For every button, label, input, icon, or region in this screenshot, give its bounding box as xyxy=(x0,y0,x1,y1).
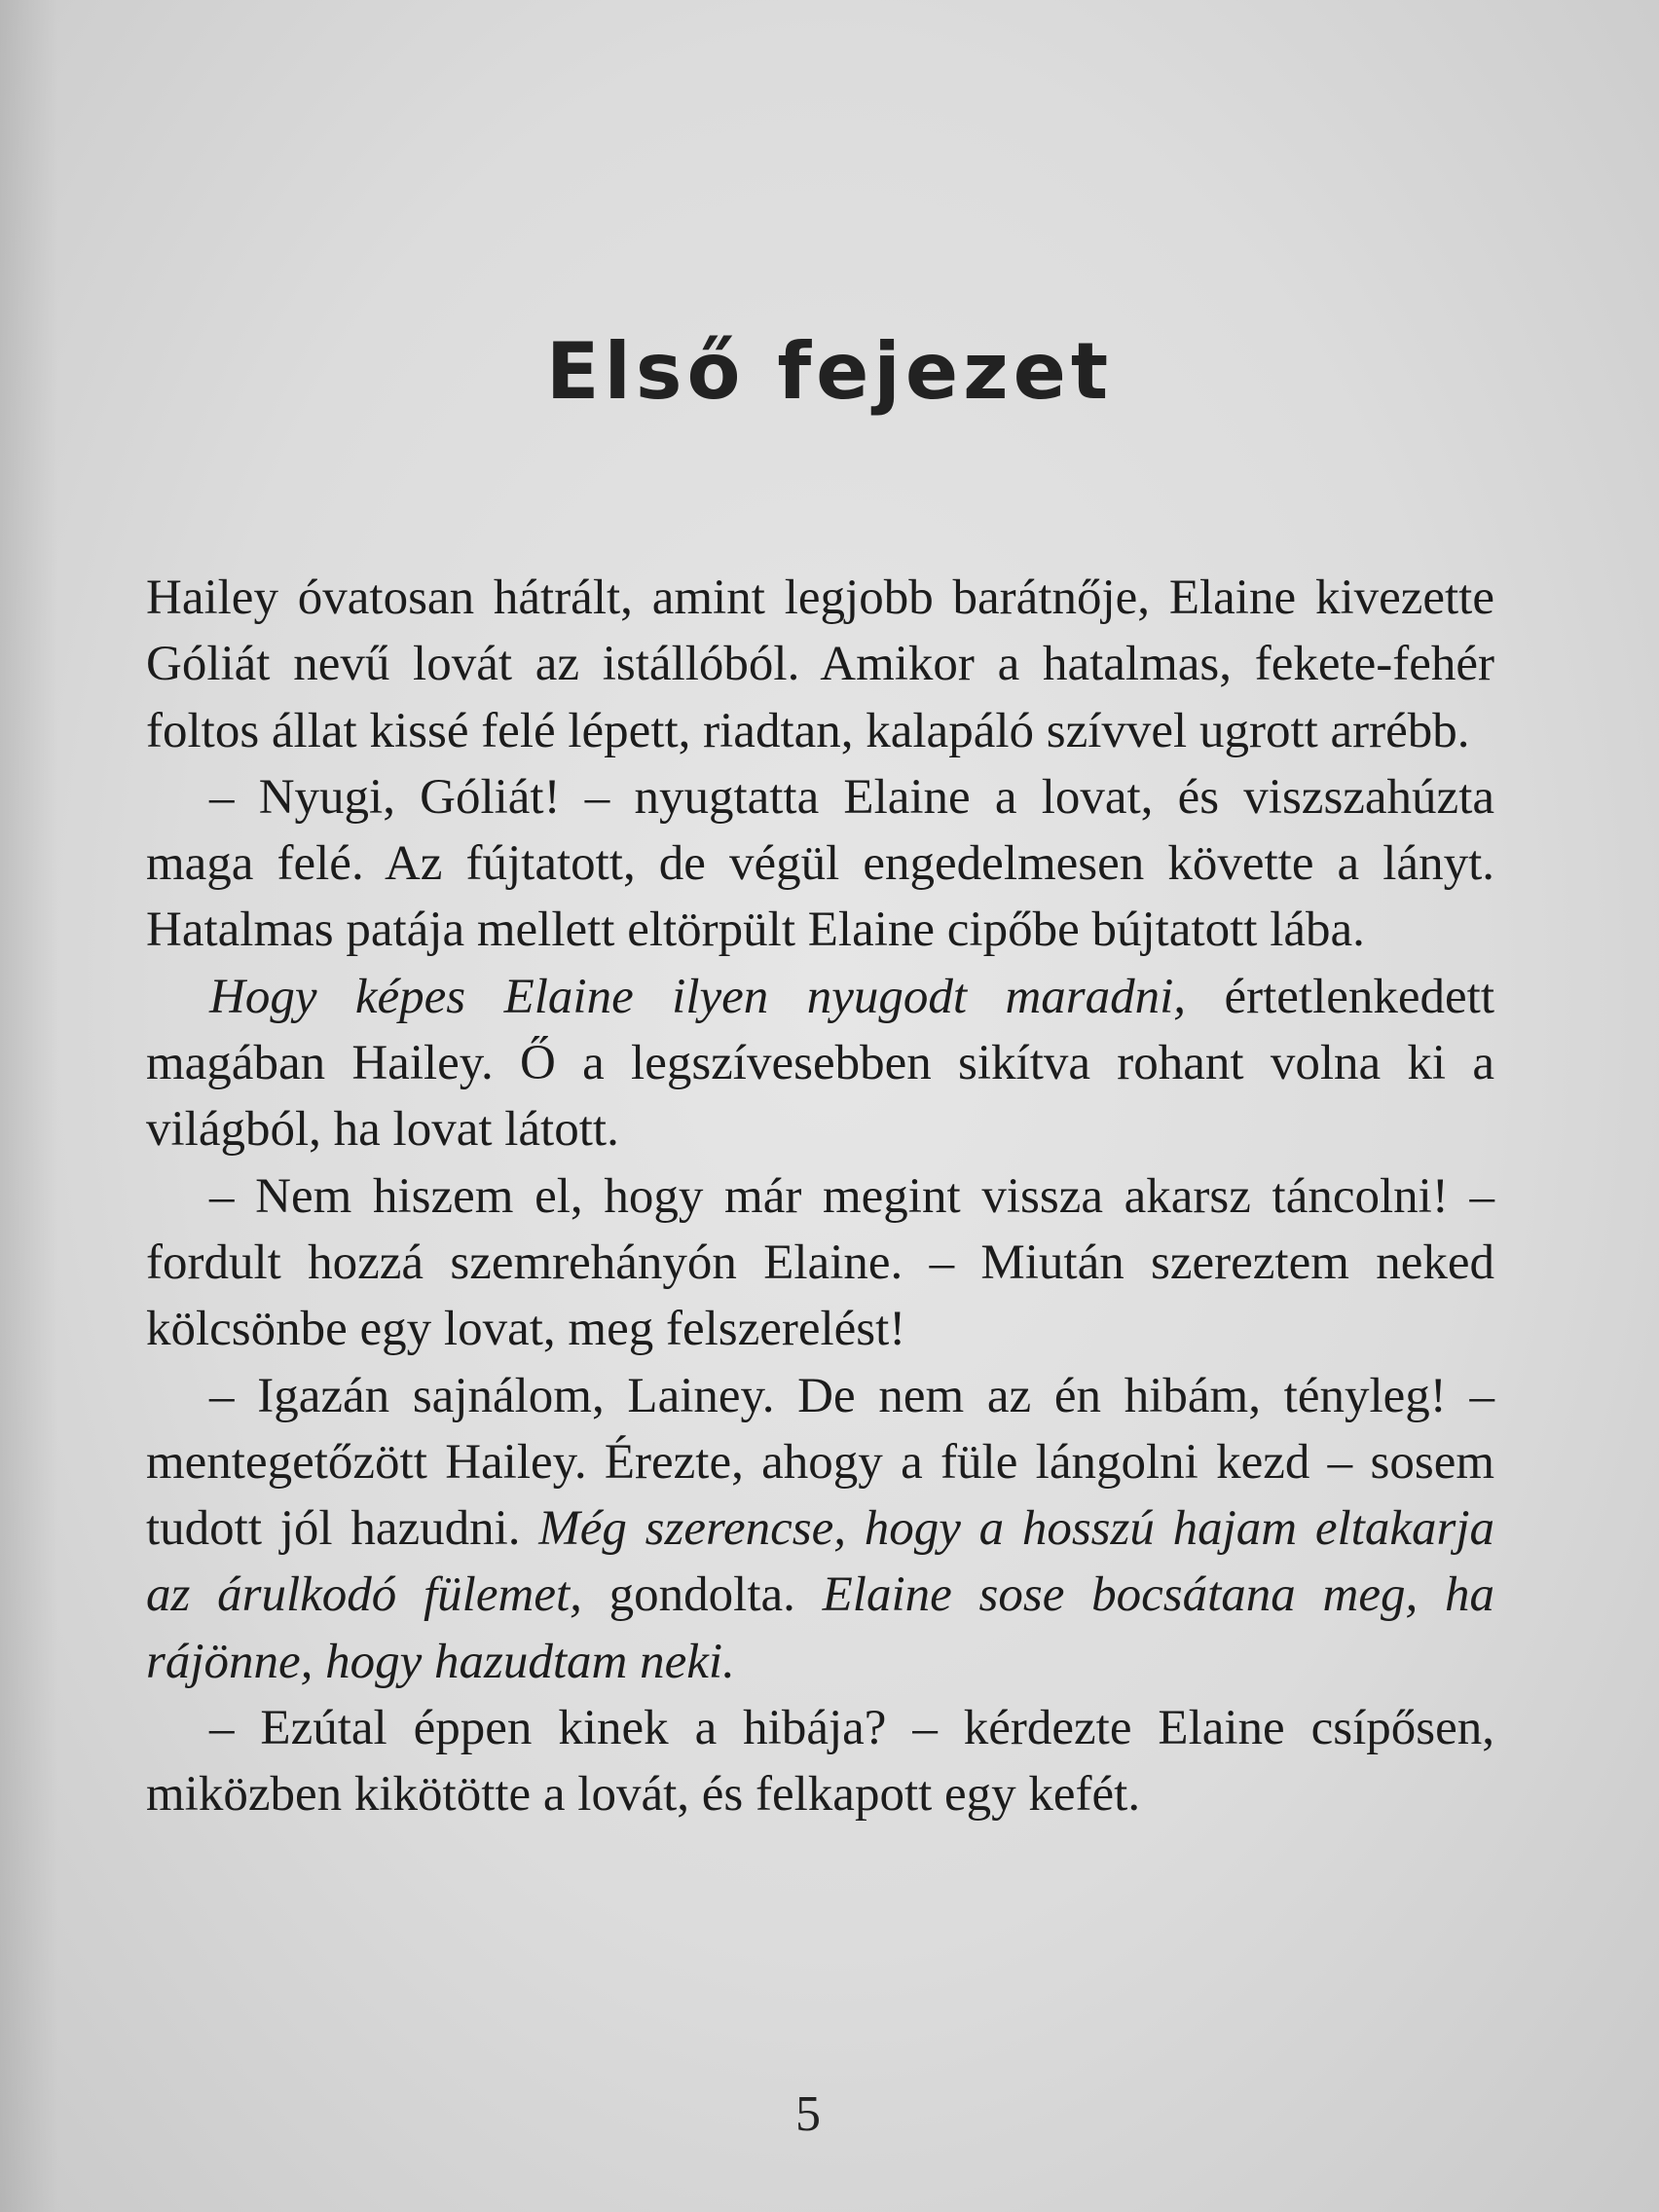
text-run: – Igazán sajnálom, Lainey. De nem az én hibám, tényleg! – mentegetőzött Hailey. Érezte, ahogy a füle lángolni kezd – sosem tudott jól hazudni. xyxy=(146,1368,1494,1557)
paragraph xyxy=(146,964,1494,1163)
page-number: 5 xyxy=(795,2086,821,2142)
paragraph xyxy=(146,1163,1494,1363)
text-run: Hailey óvatosan hátrált, amint legjobb barátnője, Elaine kivezette Góliát nevű lovát az istállóból. Amikor a hatalmas, fekete-fehér foltos állat kissé felé lépett, riadtan, kalapáló szívvel ugrott arrébb. xyxy=(146,571,1494,758)
paragraph xyxy=(146,565,1494,764)
text-run: – Nyugi, Góliát! – nyugtatta Elaine a lovat, és viszszahúzta maga felé. Az fújtatott, de végül engedelmesen követte a lányt. Hatalmas patája mellett eltörpült Elaine cipőbe bújtatott lába. xyxy=(146,769,1494,958)
paragraph xyxy=(146,1695,1494,1828)
italic-text: Hogy képes Elaine ilyen nyugodt maradni, xyxy=(209,969,1187,1024)
text-run: – Ezútal éppen kinek a hibája? – kérdezte Elaine csípősen, miközben kikötötte a lovát, és felkapott egy kefét. xyxy=(146,1701,1494,1823)
italic-text: Elaine sose bocsátana meg, ha rájönne, hogy hazudtam neki. xyxy=(146,1567,1494,1689)
chapter-title: Első fejezet xyxy=(545,326,1114,417)
text-run: gondolta. xyxy=(581,1567,823,1623)
italic-text: Még szerencse, hogy a hosszú hajam eltakarja az árulkodó fülemet, xyxy=(146,1501,1495,1623)
text-run: értetlenkedett magában Hailey. Ő a legszívesebben sikítva rohant volna ki a világból, ha lovat látott. xyxy=(146,969,1494,1158)
body-text xyxy=(146,565,1494,1828)
paragraph xyxy=(146,1363,1494,1695)
text-run: – Nem hiszem el, hogy már megint vissza akarsz táncolni! – fordult hozzá szemrehányón Elaine. – Miután szereztem neked kölcsönbe egy lovat, meg felszerelést! xyxy=(146,1168,1494,1357)
paragraph xyxy=(146,764,1494,964)
